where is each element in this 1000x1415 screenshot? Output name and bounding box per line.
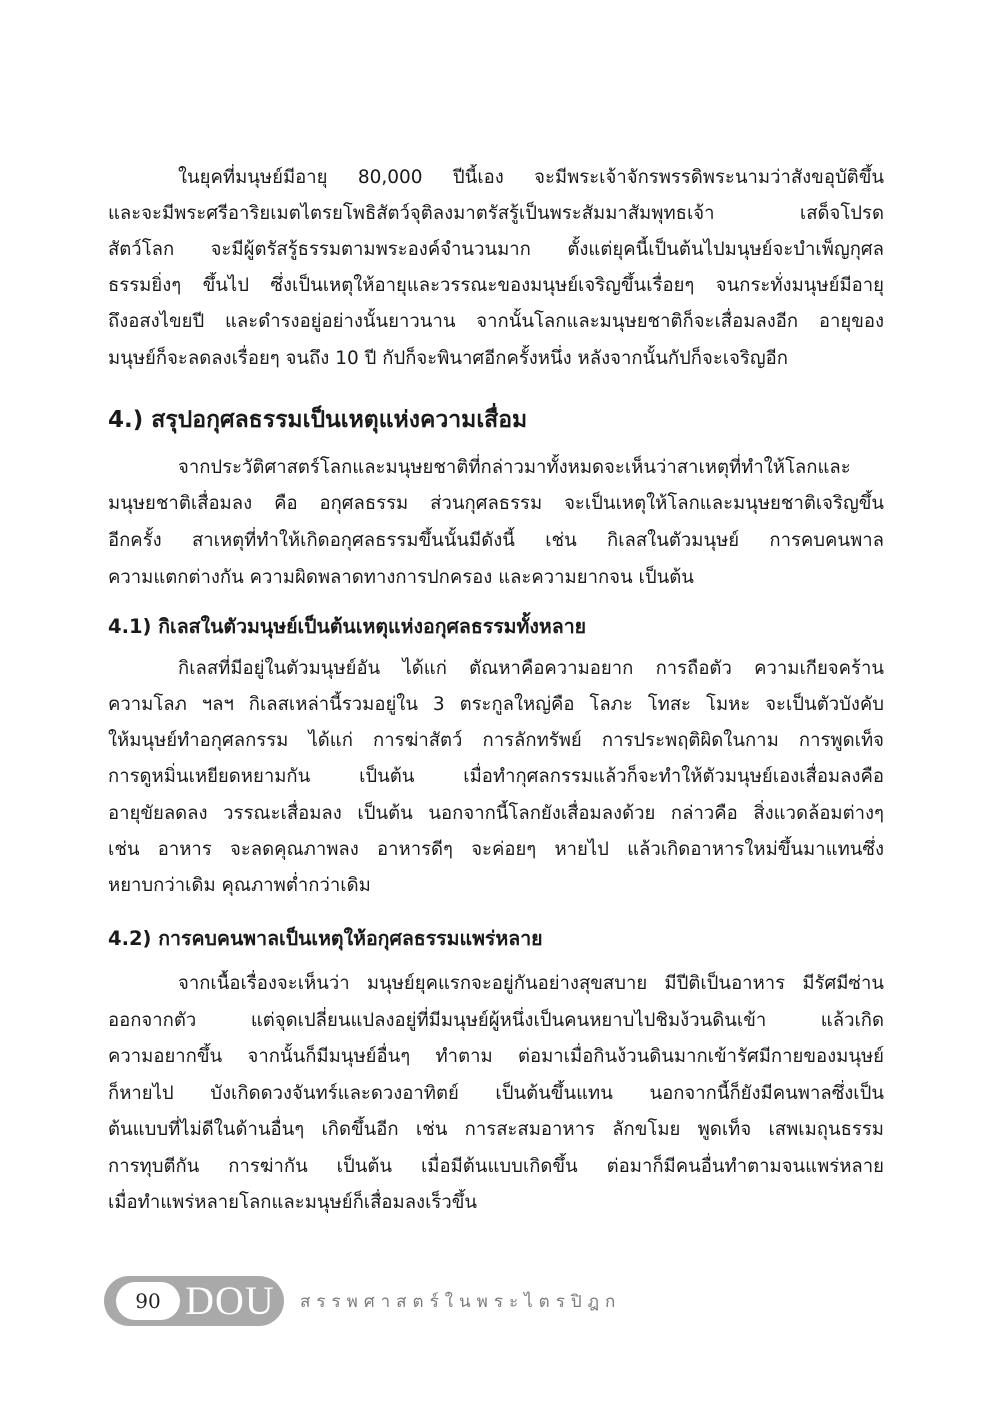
text-line: กิเลสที่มีอยู่ในตัวมนุษย์อัน ได้แก่ ตัณหาคือความอยาก การถือตัว ความเกียจคร้าน <box>178 658 884 679</box>
subsection-heading: 4.1) กิเลสในตัวมนุษย์เป็นต้นเหตุแห่งอกุศลธรรมทั้งหลาย <box>108 615 587 638</box>
section-heading: 4.) สรุปอกุศลธรรมเป็นเหตุแห่งความเสื่อม <box>108 407 528 433</box>
text-line: การดูหมิ่นเหยียดหยามกัน เป็นต้น เมื่อทำกุศลกรรมแล้วก็จะทำให้ตัวมนุษย์เองเสื่อมลงคือ <box>108 766 884 787</box>
text-line: ถึงอสงไขยปี และดำรงอยู่อย่างนั้นยาวนาน จากนั้นโลกและมนุษยชาติก็จะเสื่อมลงอีก อายุของ <box>108 311 884 332</box>
text-line: ออกจากตัว แต่จุดเปลี่ยนแปลงอยู่ที่มีมนุษย์ผู้หนึ่งเป็นคนหยาบไปชิมง้วนดินเข้า แล้วเกิด <box>108 1010 884 1031</box>
text-line: ความแตกต่างกัน ความผิดพลาดทางการปกครอง และความยากจน เป็นต้น <box>108 567 694 588</box>
text-line: ในยุคที่มนุษย์มีอายุ 80,000 ปีนี้เอง จะมีพระเจ้าจักรพรรดิพระนามว่าสังขอุบัติขึ้น <box>178 167 884 188</box>
text-line: ความโลภ ฯลฯ กิเลสเหล่านี้รวมอยู่ใน 3 ตระกูลใหญ่คือ โลภะ โทสะ โมหะ จะเป็นตัวบังคับ <box>108 694 884 715</box>
text-line: ธรรมยิ่งๆ ขึ้นไป ซึ่งเป็นเหตุให้อายุและวรรณะของมนุษย์เจริญขึ้นเรื่อยๆ จนกระทั่งมนุษย์มีอายุ <box>108 275 884 296</box>
subsection-heading: 4.2) การคบคนพาลเป็นเหตุให้อกุศลธรรมแพร่หลาย <box>108 927 543 950</box>
text-line: ก็หายไป บังเกิดดวงจันทร์และดวงอาทิตย์ เป็นต้นขึ้นแทน นอกจากนี้ก็ยังมีคนพาลซึ่งเป็น <box>108 1083 884 1104</box>
text-line: ความอยากขึ้น จากนั้นก็มีมนุษย์อื่นๆ ทำตาม ต่อมาเมื่อกินง้วนดินมากเข้ารัศมีกายของมนุษย์ <box>108 1046 884 1067</box>
text-line: มนุษยชาติเสื่อมลง คือ อกุศลธรรม ส่วนกุศลธรรม จะเป็นเหตุให้โลกและมนุษยชาติเจริญขึ้น <box>108 493 884 514</box>
text-line: ให้มนุษย์ทำอกุศลกรรม ได้แก่ การฆ่าสัตว์ การลักทรัพย์ การประพฤติผิดในกาม การพูดเท็จ <box>108 730 884 751</box>
text-line: เช่น อาหาร จะลดคุณภาพลง อาหารดีๆ จะค่อยๆ หายไป แล้วเกิดอาหารใหม่ขึ้นมาแทนซึ่ง <box>108 839 884 860</box>
text-line: และจะมีพระศรีอาริยเมตไตรยโพธิสัตว์จุติลงมาตรัสรู้เป็นพระสัมมาสัมพุทธเจ้า เสด็จโปรด <box>108 203 884 224</box>
text-line: หยาบกว่าเดิม คุณภาพต่ำกว่าเดิม <box>108 875 371 896</box>
text-line: มนุษย์ก็จะลดลงเรื่อยๆ จนถึง 10 ปี กัปก็จะพินาศอีกครั้งหนึ่ง หลังจากนั้นกัปก็จะเจริญอีก <box>108 348 788 369</box>
text-line: อีกครั้ง สาเหตุที่ทำให้เกิดอกุศลธรรมขึ้นนั้นมีดังนี้ เช่น กิเลสในตัวมนุษย์ การคบคนพาล <box>108 530 884 551</box>
text-line: ต้นแบบที่ไม่ดีในด้านอื่นๆ เกิดขึ้นอีก เช่น การสะสมอาหาร ลักขโมย พูดเท็จ เสพเมถุนธรรม <box>108 1119 884 1140</box>
page-number: 90 <box>116 1282 180 1320</box>
dou-logo: DOU <box>185 1278 275 1323</box>
course-title: สรรพศาสตร์ในพระไตรปิฎก <box>300 1292 622 1312</box>
text-line: การทุบตีกัน การฆ่ากัน เป็นต้น เมื่อมีต้นแบบเกิดขึ้น ต่อมาก็มีคนอื่นทำตามจนแพร่หลาย <box>108 1156 884 1177</box>
text-line: จากเนื้อเรื่องจะเห็นว่า มนุษย์ยุคแรกจะอยู่กันอย่างสุขสบาย มีปีติเป็นอาหาร มีรัศมีซ่าน <box>178 973 884 994</box>
text-line: จากประวัติศาสตร์โลกและมนุษยชาติที่กล่าวมาทั้งหมดจะเห็นว่าสาเหตุที่ทำให้โลกและ <box>178 457 851 478</box>
text-line: เมื่อทำแพร่หลายโลกและมนุษย์ก็เสื่อมลงเร็วขึ้น <box>108 1192 478 1213</box>
text-line: อายุขัยลดลง วรรณะเสื่อมลง เป็นต้น นอกจากนี้โลกยังเสื่อมลงด้วย กล่าวคือ สิ่งแวดล้อมต่างๆ <box>108 803 884 824</box>
text-line: สัตว์โลก จะมีผู้ตรัสรู้ธรรมตามพระองค์จำนวนมาก ตั้งแต่ยุคนี้เป็นต้นไปมนุษย์จะบำเพ็ญกุศล <box>108 239 884 260</box>
